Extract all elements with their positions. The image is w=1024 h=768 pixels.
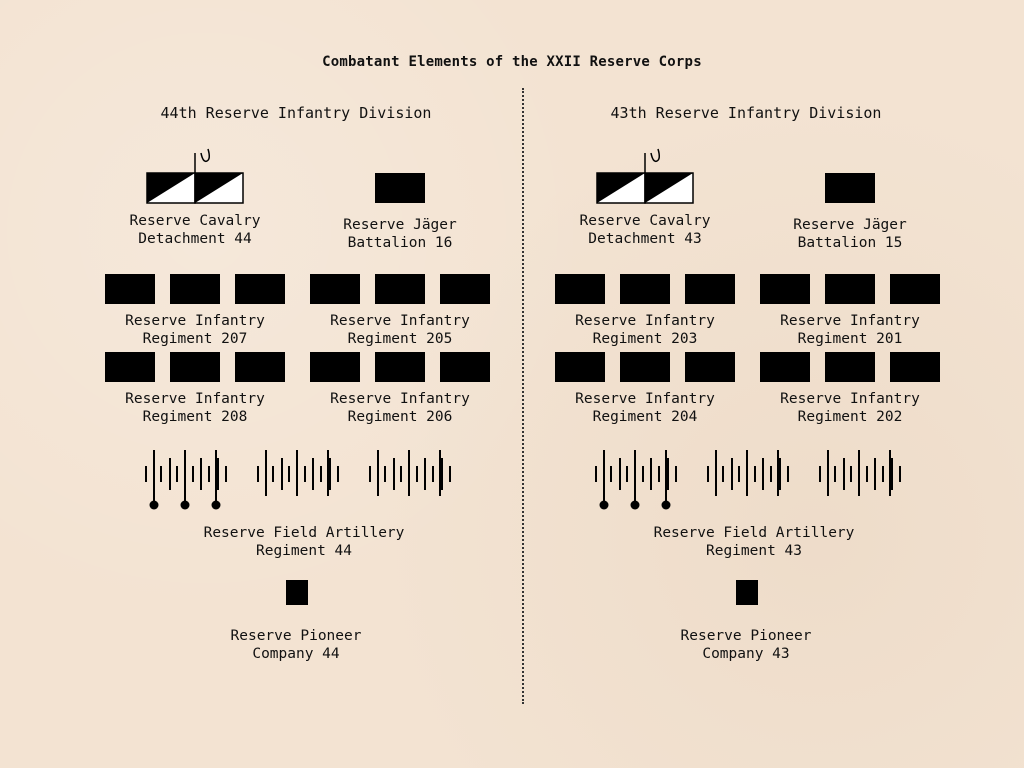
division-2-artillery-label-line2: Regiment 43 — [705, 543, 803, 559]
division-1-artillery-group-2 — [256, 444, 346, 514]
division-2-artillery-label-line1: Reserve Field Artillery — [653, 525, 855, 541]
division-1-cavalry-label-line1: Reserve Cavalry — [129, 213, 261, 229]
division-2-cavalry-symbol — [596, 147, 696, 205]
division-1-regiment-1-label-line1: Reserve Infantry — [125, 313, 265, 329]
division-1-title: 44th Reserve Infantry Division — [160, 104, 432, 122]
division-1-artillery-label-line2: Regiment 44 — [255, 543, 353, 559]
division-1-pioneer-label-line1: Reserve Pioneer — [230, 628, 362, 644]
division-2-regiment-4-battalion-2-symbol — [825, 352, 875, 382]
division-1-regiment-2-battalion-2-symbol — [375, 274, 425, 304]
division-divider — [522, 88, 524, 704]
division-1-regiment-1-battalion-1-symbol — [105, 274, 155, 304]
division-1-regiment-4-battalion-1-symbol — [310, 352, 360, 382]
division-2-regiment-1-battalion-1-symbol — [555, 274, 605, 304]
division-1-pioneer-label-line2: Company 44 — [252, 646, 340, 662]
division-1-regiment-3-battalion-2-symbol — [170, 352, 220, 382]
division-2-pioneer-label-line1: Reserve Pioneer — [680, 628, 812, 644]
division-1-regiment-2-battalion-1-symbol — [310, 274, 360, 304]
division-1-artillery-label-line1: Reserve Field Artillery — [203, 525, 405, 541]
division-1-regiment-2-battalion-3-symbol — [440, 274, 490, 304]
division-2-jaeger-symbol — [825, 173, 875, 203]
division-1-regiment-1-battalion-2-symbol — [170, 274, 220, 304]
division-2-jaeger-label-line2: Battalion 15 — [797, 235, 903, 251]
division-2-regiment-3-battalion-2-symbol — [620, 352, 670, 382]
division-2-regiment-3-battalion-1-symbol — [555, 352, 605, 382]
division-2-regiment-3-label-line1: Reserve Infantry — [575, 391, 715, 407]
division-2-regiment-3-battalion-3-symbol — [685, 352, 735, 382]
division-1-jaeger-label-line2: Battalion 16 — [347, 235, 453, 251]
division-1-regiment-2-label-line2: Regiment 205 — [347, 331, 453, 347]
division-1-regiment-4-label-line2: Regiment 206 — [347, 409, 453, 425]
division-2-regiment-4-battalion-1-symbol — [760, 352, 810, 382]
division-2-regiment-2-battalion-1-symbol — [760, 274, 810, 304]
division-2-jaeger-label-line1: Reserve Jäger — [793, 217, 907, 233]
division-2-artillery-group-3 — [818, 444, 908, 514]
division-2-regiment-4-label-line2: Regiment 202 — [797, 409, 903, 425]
division-2-regiment-4-battalion-3-symbol — [890, 352, 940, 382]
division-2-regiment-1-label-line1: Reserve Infantry — [575, 313, 715, 329]
division-1-jaeger-symbol — [375, 173, 425, 203]
division-1-regiment-1-battalion-3-symbol — [235, 274, 285, 304]
division-2-regiment-1-battalion-2-symbol — [620, 274, 670, 304]
division-1-regiment-3-battalion-3-symbol — [235, 352, 285, 382]
division-1-pioneer-symbol — [286, 580, 308, 605]
division-2-regiment-4-label-line1: Reserve Infantry — [780, 391, 920, 407]
division-2-regiment-3-label-line2: Regiment 204 — [592, 409, 698, 425]
division-1-regiment-2-label-line1: Reserve Infantry — [330, 313, 470, 329]
division-2-title: 43th Reserve Infantry Division — [610, 104, 882, 122]
division-2-cavalry-label-line2: Detachment 43 — [588, 231, 702, 247]
division-2-regiment-2-battalion-3-symbol — [890, 274, 940, 304]
division-2-cavalry-label-line1: Reserve Cavalry — [579, 213, 711, 229]
division-2-regiment-2-label-line1: Reserve Infantry — [780, 313, 920, 329]
division-1-regiment-3-label-line1: Reserve Infantry — [125, 391, 265, 407]
division-2-pioneer-symbol — [736, 580, 758, 605]
division-2-regiment-1-label-line2: Regiment 203 — [592, 331, 698, 347]
division-1-regiment-4-battalion-2-symbol — [375, 352, 425, 382]
division-2-artillery-group-1 — [594, 444, 684, 514]
division-1-artillery-group-3 — [368, 444, 458, 514]
division-2-regiment-2-label-line2: Regiment 201 — [797, 331, 903, 347]
chart-title: Combatant Elements of the XXII Reserve Corps — [322, 54, 702, 70]
division-1-cavalry-symbol — [146, 147, 246, 205]
division-2-regiment-1-battalion-3-symbol — [685, 274, 735, 304]
division-1-regiment-3-battalion-1-symbol — [105, 352, 155, 382]
division-1-regiment-4-battalion-3-symbol — [440, 352, 490, 382]
division-1-regiment-3-label-line2: Regiment 208 — [142, 409, 248, 425]
division-2-artillery-group-2 — [706, 444, 796, 514]
division-1-regiment-1-label-line2: Regiment 207 — [142, 331, 248, 347]
division-1-jaeger-label-line1: Reserve Jäger — [343, 217, 457, 233]
division-1-regiment-4-label-line1: Reserve Infantry — [330, 391, 470, 407]
division-1-artillery-group-1 — [144, 444, 234, 514]
division-1-cavalry-label-line2: Detachment 44 — [138, 231, 252, 247]
division-2-regiment-2-battalion-2-symbol — [825, 274, 875, 304]
division-2-pioneer-label-line2: Company 43 — [702, 646, 790, 662]
